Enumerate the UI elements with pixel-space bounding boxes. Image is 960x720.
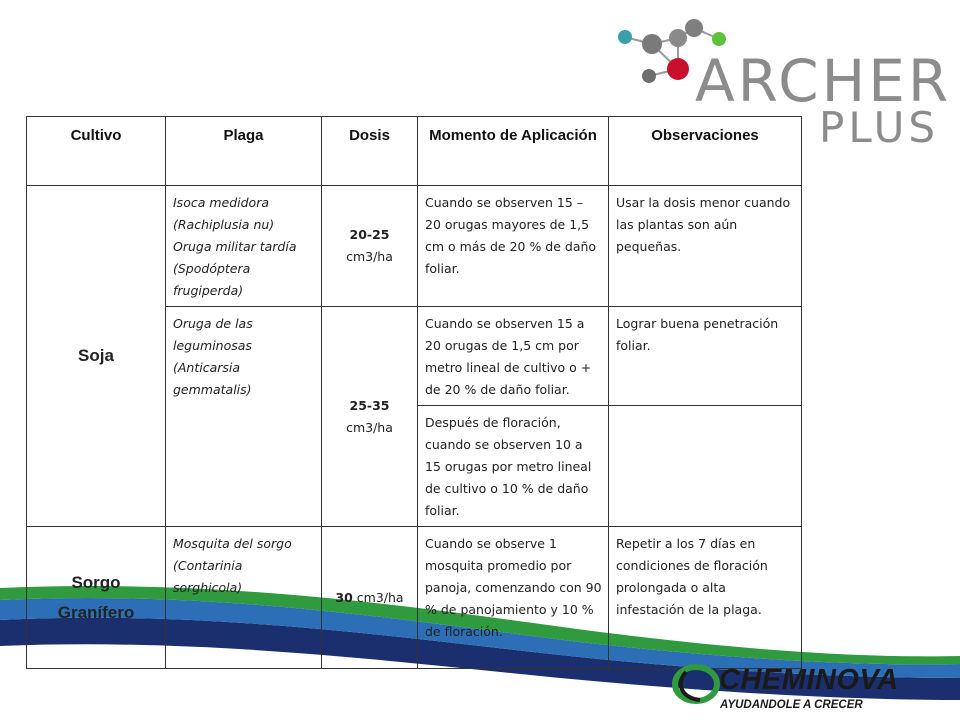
plus-wordmark: PLUS — [819, 103, 940, 152]
timing-text: Cuando se observen 15 a 20 orugas de 1,5 cm por metro lineal de cultivo o + de 20 % de daño foliar. — [425, 316, 592, 397]
dose-line — [322, 587, 417, 609]
cheminova-emblem-icon — [672, 664, 720, 704]
crop-sorgo — [27, 527, 166, 669]
notes-text: Repetir a los 7 días en condiciones de floración prolongada o alta infestación de la plaga. — [616, 536, 768, 617]
dose-cell — [322, 527, 418, 669]
dose-value: 30 — [335, 589, 353, 605]
table-header-row — [27, 117, 802, 186]
dose-cell — [322, 186, 418, 307]
timing-cell — [418, 406, 609, 527]
timing-cell — [418, 186, 609, 307]
timing-text: Después de floración, cuando se observen 10 a 15 orugas por metro lineal de cultivo o 10 % de daño foliar. — [425, 415, 592, 518]
header-momento: Momento de Aplicación — [418, 117, 609, 186]
table-row — [27, 186, 802, 307]
dose-value: 25-35 — [349, 397, 390, 413]
dose-value: 20-25 — [349, 227, 390, 242]
timing-cell — [418, 307, 609, 406]
pest-cell — [166, 527, 322, 669]
notes-text: Usar la dosis menor cuando las plantas son aún pequeñas. — [616, 195, 791, 254]
header-cultivo: Cultivo — [27, 117, 166, 186]
pest-cell — [166, 186, 322, 307]
table-row — [27, 527, 802, 669]
pest-text: Isoca medidora (Rachiplusia nu) Oruga militar tardía (Spodóptera frugiperda) — [173, 195, 297, 298]
dose-unit: cm3/ha — [346, 249, 393, 264]
archer-wordmark: ARCHER — [695, 47, 952, 115]
dose-unit: cm3/ha — [356, 589, 404, 605]
notes-text: Lograr buena penetración foliar. — [616, 316, 779, 353]
pest-text: Mosquita del sorgo (Contarinia sorghicola) — [173, 536, 292, 595]
cheminova-logo — [672, 662, 922, 718]
crop-sorgo-line2: Granífero — [57, 602, 135, 622]
pest-cell — [166, 307, 322, 527]
notes-cell — [609, 186, 802, 307]
notes-cell — [609, 307, 802, 406]
dose-cell — [322, 307, 418, 527]
timing-text: Cuando se observen 15 – 20 orugas mayores de 1,5 cm o más de 20 % de daño foliar. — [425, 195, 597, 276]
notes-text — [609, 406, 801, 416]
cheminova-tagline: AYUDANDOLE A CRECER — [720, 699, 863, 711]
header-plaga: Plaga — [166, 117, 322, 186]
header-dosis: Dosis — [322, 117, 418, 186]
dose-unit: cm3/ha — [346, 419, 393, 435]
timing-cell — [418, 527, 609, 669]
crop-sorgo-line1: Sorgo — [71, 572, 121, 592]
notes-cell — [609, 406, 802, 527]
timing-text: Cuando se observe 1 mosquita promedio por panoja, comenzando con 90 % de panojamiento y 10 % de floración. — [425, 536, 602, 639]
cheminova-wordmark: CHEMINOVA — [719, 664, 899, 696]
pest-text: Oruga de las leguminosas (Anticarsia gemmatalis) — [173, 316, 253, 397]
notes-cell — [609, 527, 802, 669]
header-observaciones: Observaciones — [609, 117, 802, 186]
crop-soja: Soja — [27, 186, 166, 527]
pest-control-table — [26, 116, 802, 669]
